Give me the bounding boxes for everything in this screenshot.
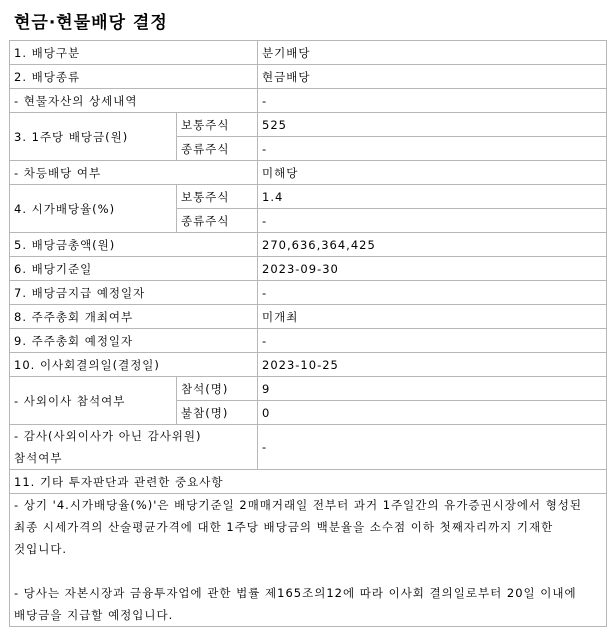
- row-value: -: [258, 89, 607, 113]
- table-row: [10, 89, 607, 113]
- row-label: 10. 이사회결의일(결정일): [10, 353, 258, 377]
- row-label: 5. 배당금총액(원): [10, 233, 258, 257]
- row-value: -: [258, 329, 607, 353]
- table-row: [10, 161, 607, 185]
- row-label: - 사외이사 참석여부: [10, 377, 177, 425]
- row-value: 9: [258, 377, 607, 401]
- row-value: 미해당: [258, 161, 607, 185]
- row-value: -: [258, 425, 607, 470]
- row-sublabel: 보통주식: [177, 113, 258, 137]
- table-row: [10, 353, 607, 377]
- row-label: - 현물자산의 상세내역: [10, 89, 258, 113]
- row-value: 2023-09-30: [258, 257, 607, 281]
- table-row: [10, 233, 607, 257]
- row-sublabel: 불참(명): [177, 401, 258, 425]
- row-value: 270,636,364,425: [258, 233, 607, 257]
- table-row: [10, 185, 607, 209]
- row-label: 3. 1주당 배당금(원): [10, 113, 177, 161]
- row-sublabel: 보통주식: [177, 185, 258, 209]
- row-value: 0: [258, 401, 607, 425]
- row-label: 9. 주주총회 예정일자: [10, 329, 258, 353]
- table-row: [10, 113, 607, 137]
- row-value: -: [258, 137, 607, 161]
- row-label: 6. 배당기준일: [10, 257, 258, 281]
- row-sublabel: 종류주식: [177, 137, 258, 161]
- table-row: [10, 41, 607, 65]
- table-row: [10, 470, 607, 494]
- table-row: [10, 305, 607, 329]
- row-value: -: [258, 281, 607, 305]
- note-paragraph: - 당사는 자본시장과 금융투자업에 관한 법률 제165조의12에 따라 이사회 결의일로부터 20일 이내에 배당금을 지급할 예정입니다.: [14, 586, 577, 622]
- row-value: 분기배당: [258, 41, 607, 65]
- table-row: [10, 281, 607, 305]
- row-value: 미개최: [258, 305, 607, 329]
- table-row: [10, 425, 607, 470]
- row-label: - 감사(사외이사가 아닌 감사위원) 참석여부: [10, 425, 258, 470]
- row-label: 1. 배당구분: [10, 41, 258, 65]
- row-sublabel: 참석(명): [177, 377, 258, 401]
- table-row: [10, 65, 607, 89]
- row-label: 11. 기타 투자판단과 관련한 중요사항: [10, 470, 607, 494]
- row-label: - 차등배당 여부: [10, 161, 258, 185]
- note-paragraph: - 상기 '4.시가배당율(%)'은 배당기준일 2매매거래일 전부터 과거 1주일간의 유가증권시장에서 형성된 최종 시세가격의 산술평균가격에 대한 1주당 배당금의 백분율을 소수점 이하 첫째자리까지 기재한 것입니다.: [14, 498, 583, 556]
- row-value: 2023-10-25: [258, 353, 607, 377]
- row-label: 7. 배당금지급 예정일자: [10, 281, 258, 305]
- page-title: 현금·현물배당 결정: [14, 13, 168, 33]
- row-value: 현금배당: [258, 65, 607, 89]
- row-label: 4. 시가배당율(%): [10, 185, 177, 233]
- table-row: [10, 329, 607, 353]
- table-row: [10, 494, 607, 627]
- row-value: -: [258, 209, 607, 233]
- notes-cell: [10, 494, 607, 627]
- table-row: [10, 257, 607, 281]
- row-value: 525: [258, 113, 607, 137]
- row-value: 1.4: [258, 185, 607, 209]
- row-label: 2. 배당종류: [10, 65, 258, 89]
- row-sublabel: 종류주식: [177, 209, 258, 233]
- table-row: [10, 377, 607, 401]
- dividend-table: [9, 40, 607, 627]
- row-label: 8. 주주총회 개최여부: [10, 305, 258, 329]
